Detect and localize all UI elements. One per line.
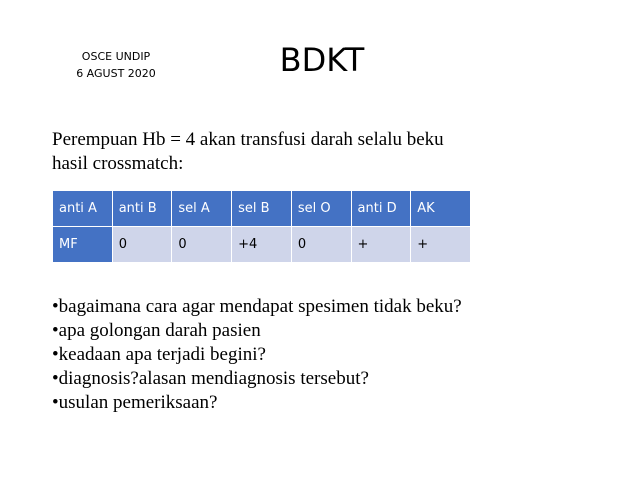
cell-sel-a: 0 — [172, 227, 232, 263]
crossmatch-table — [52, 190, 471, 263]
header-cell-sel-a: sel A — [172, 191, 232, 227]
list-item: •usulan pemeriksaan? — [52, 392, 218, 413]
list-item: •keadaan apa terjadi begini? — [52, 344, 266, 365]
list-item: •apa golongan darah pasien — [52, 320, 261, 341]
header-cell-sel-b: sel B — [232, 191, 292, 227]
cell-ak: + — [411, 227, 471, 263]
cell-anti-b: 0 — [112, 227, 172, 263]
header-note-line1: OSCE UNDIP — [81, 50, 151, 63]
header-cell-anti-a: anti A — [53, 191, 113, 227]
intro-text — [52, 128, 552, 176]
cell-anti-d: + — [351, 227, 411, 263]
question-list — [52, 295, 612, 415]
header-note — [66, 48, 166, 82]
intro-line-2: hasil crossmatch: — [52, 153, 184, 174]
table-row — [53, 227, 471, 263]
row-label-cell: MF — [53, 227, 113, 263]
cell-sel-o: 0 — [291, 227, 351, 263]
list-item: •bagaimana cara agar mendapat spesimen tidak beku? — [52, 296, 462, 317]
table-header-row — [53, 191, 471, 227]
cell-sel-b: +4 — [232, 227, 292, 263]
header-cell-anti-d: anti D — [351, 191, 411, 227]
intro-line-1: Perempuan Hb = 4 akan transfusi darah selalu beku — [52, 129, 444, 150]
header-note-line2: 6 AGUST 2020 — [76, 67, 156, 80]
list-item: •diagnosis?alasan mendiagnosis tersebut? — [52, 368, 369, 389]
slide-title: BDKT — [279, 41, 365, 79]
header-cell-anti-b: anti B — [112, 191, 172, 227]
header-cell-ak: AK — [411, 191, 471, 227]
header-cell-sel-o: sel O — [291, 191, 351, 227]
